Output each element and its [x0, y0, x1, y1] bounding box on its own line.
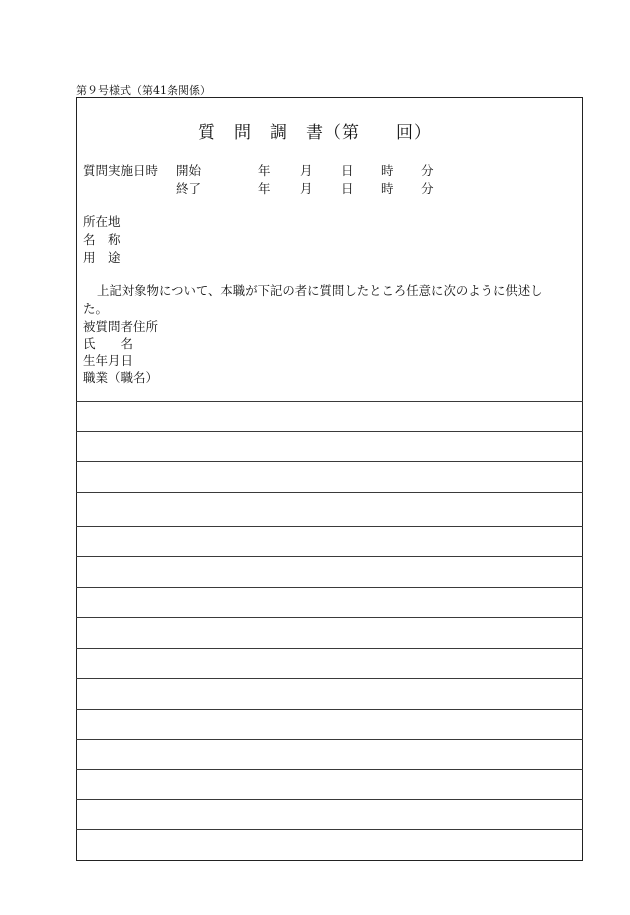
- ruled-line: [76, 648, 583, 649]
- ruled-line: [76, 526, 583, 527]
- ruled-line: [76, 799, 583, 800]
- end-month-unit: 月: [300, 181, 313, 196]
- start-day-unit: 日: [341, 163, 354, 178]
- ruled-line: [76, 739, 583, 740]
- end-hour-unit: 時: [381, 181, 394, 196]
- ruled-lines: [76, 0, 583, 915]
- statement-text-line-2: た。: [83, 301, 109, 316]
- ruled-line: [76, 431, 583, 432]
- name-label: 名 称: [83, 232, 121, 247]
- start-hour-unit: 時: [381, 163, 394, 178]
- ruled-line: [76, 556, 583, 557]
- form-number-label: 第９号様式（第41条関係）: [76, 84, 211, 97]
- end-year-unit: 年: [258, 181, 271, 196]
- document-title: 質 問 調 書（第 回）: [198, 123, 432, 143]
- ruled-line: [76, 461, 583, 462]
- end-minute-unit: 分: [421, 181, 434, 196]
- ruled-line: [76, 709, 583, 710]
- use-label: 用 途: [83, 250, 121, 265]
- ruled-line: [76, 769, 583, 770]
- statement-text-line-1: 上記対象物について、本職が下記の者に質問したところ任意に次のように供述し: [97, 283, 543, 298]
- ruled-line: [76, 587, 583, 588]
- respondent-address-label: 被質問者住所: [83, 319, 159, 334]
- ruled-line: [76, 678, 583, 679]
- end-label: 終了: [176, 181, 202, 196]
- datetime-label: 質問実施日時: [83, 163, 159, 178]
- ruled-line: [76, 617, 583, 618]
- ruled-line: [76, 401, 583, 402]
- start-label: 開始: [176, 163, 202, 178]
- ruled-line: [76, 492, 583, 493]
- respondent-occupation-label: 職業（職名）: [83, 370, 159, 385]
- end-day-unit: 日: [341, 181, 354, 196]
- respondent-name-label: 氏 名: [83, 336, 134, 351]
- start-year-unit: 年: [258, 163, 271, 178]
- location-label: 所在地: [83, 214, 121, 229]
- ruled-line: [76, 829, 583, 830]
- start-month-unit: 月: [300, 163, 313, 178]
- start-minute-unit: 分: [421, 163, 434, 178]
- respondent-birthdate-label: 生年月日: [83, 353, 134, 368]
